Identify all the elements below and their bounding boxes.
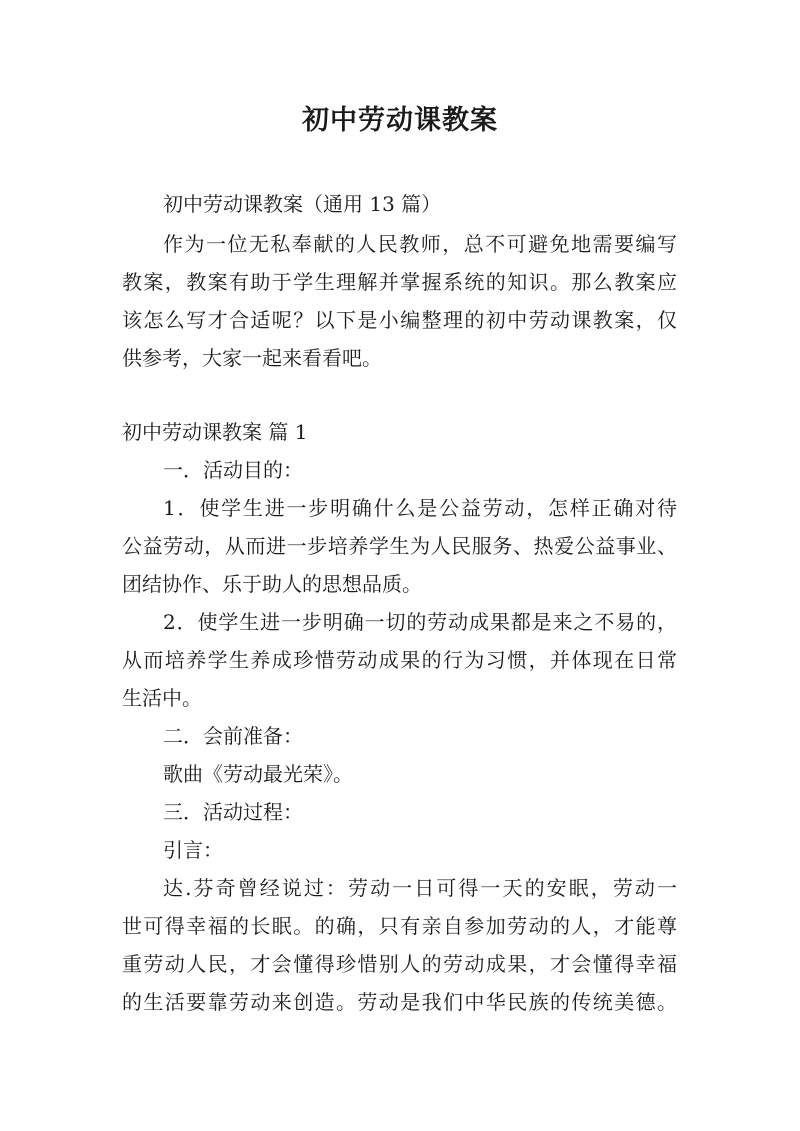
goal-2-line-1: 2．使学生进一步明确一切的劳动成果都是来之不易的， [163, 610, 677, 634]
quote-line-4: 的生活要靠劳动来创造。劳动是我们中华民族的传统美德。 [122, 990, 677, 1014]
heading-activity-goal: 一．活动目的： [163, 458, 303, 482]
section-heading: 初中劳动课教案 篇 1 [122, 420, 308, 444]
document-title: 初中劳动课教案 [302, 105, 498, 136]
goal-2-line-2: 从而培养学生养成珍惜劳动成果的行为习惯，并体现在日常 [122, 648, 677, 672]
heading-process: 三．活动过程： [163, 800, 303, 824]
quote-line-3: 重劳动人民，才会懂得珍惜别人的劳动成果，才会懂得幸福 [122, 952, 677, 976]
intro-line-4: 供参考，大家一起来看看吧。 [122, 346, 382, 370]
heading-preparation: 二．会前准备： [163, 724, 303, 748]
intro-line-3: 该怎么写才合适呢？以下是小编整理的初中劳动课教案，仅 [122, 308, 677, 332]
preparation-song: 歌曲《劳动最光荣》。 [163, 762, 353, 786]
goal-2-line-3: 生活中。 [122, 686, 202, 710]
intro-line-1: 作为一位无私奉献的人民教师，总不可避免地需要编写 [163, 232, 677, 256]
goal-1-line-1: 1．使学生进一步明确什么是公益劳动，怎样正确对待 [163, 496, 677, 520]
goal-1-line-3: 团结协作、乐于助人的思想品质。 [122, 572, 422, 596]
intro-label: 引言： [163, 838, 223, 862]
quote-line-1: 达.芬奇曾经说过：劳动一日可得一天的安眠，劳动一 [163, 876, 677, 900]
goal-1-line-2: 公益劳动，从而进一步培养学生为人民服务、热爱公益事业、 [122, 534, 677, 558]
intro-line-2: 教案，教案有助于学生理解并掌握系统的知识。那么教案应 [122, 270, 677, 294]
quote-line-2: 世可得幸福的长眠。的确，只有亲自参加劳动的人，才能尊 [122, 914, 677, 938]
subtitle-line: 初中劳动课教案（通用 13 篇） [163, 192, 442, 216]
